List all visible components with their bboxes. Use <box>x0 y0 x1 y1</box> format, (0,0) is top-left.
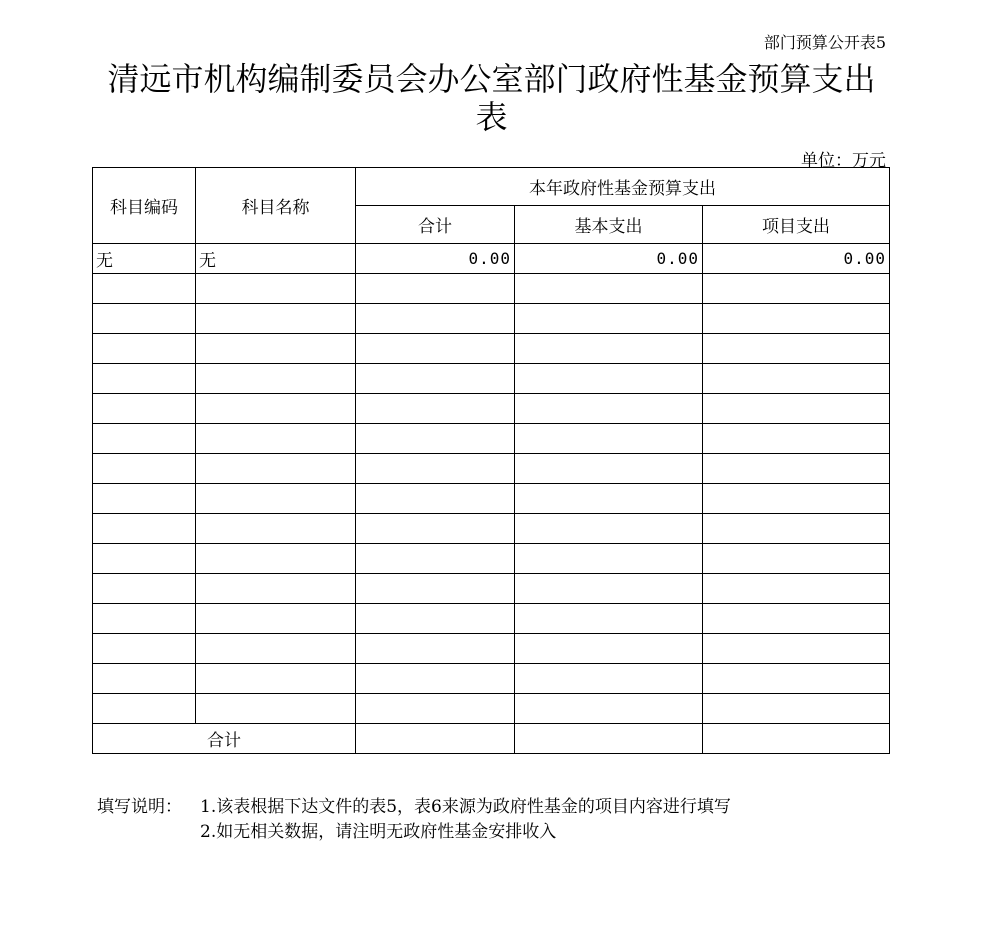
cell-total <box>356 424 515 454</box>
cell-basic <box>515 484 703 514</box>
cell-total <box>356 664 515 694</box>
table-row <box>93 574 890 604</box>
cell-total <box>356 394 515 424</box>
cell-name <box>196 304 356 334</box>
table-row <box>93 334 890 364</box>
budget-table <box>92 167 890 754</box>
cell-name <box>196 694 356 724</box>
cell-total <box>356 274 515 304</box>
cell-project <box>703 334 890 364</box>
cell-name <box>196 604 356 634</box>
cell-project <box>703 574 890 604</box>
cell-name <box>196 634 356 664</box>
cell-name <box>196 544 356 574</box>
note-row-2 <box>97 820 731 845</box>
table-row <box>93 304 890 334</box>
table-label: 部门预算公开表5 <box>763 33 886 52</box>
cell-total <box>356 334 515 364</box>
cell-basic <box>515 274 703 304</box>
cell-code <box>93 484 196 514</box>
cell-total <box>356 364 515 394</box>
table-row <box>93 364 890 394</box>
cell-project <box>703 424 890 454</box>
cell-code <box>93 454 196 484</box>
cell-project <box>703 394 890 424</box>
cell-code <box>93 664 196 694</box>
cell-name <box>196 514 356 544</box>
table-row <box>93 424 890 454</box>
cell-total <box>356 454 515 484</box>
cell-code <box>93 274 196 304</box>
cell-total <box>356 484 515 514</box>
cell-basic <box>515 694 703 724</box>
cell-basic <box>515 304 703 334</box>
table-row <box>93 244 890 274</box>
total-row <box>93 724 890 754</box>
cell-name <box>196 664 356 694</box>
note-row-1 <box>97 795 731 820</box>
cell-total <box>356 694 515 724</box>
table-row <box>93 634 890 664</box>
cell-code <box>93 334 196 364</box>
cell-total <box>356 304 515 334</box>
table-row <box>93 484 890 514</box>
cell-total <box>356 604 515 634</box>
table-row <box>93 694 890 724</box>
table-row <box>93 394 890 424</box>
cell-code <box>93 424 196 454</box>
cell-name <box>196 364 356 394</box>
notes-label: 填写说明： <box>97 797 182 817</box>
cell-total <box>356 574 515 604</box>
notes <box>97 795 731 845</box>
cell-code <box>93 394 196 424</box>
cell-project <box>703 604 890 634</box>
total-cell-basic <box>515 724 703 754</box>
total-cell-project <box>703 724 890 754</box>
cell-name <box>196 274 356 304</box>
cell-basic <box>515 574 703 604</box>
cell-code <box>93 694 196 724</box>
cell-project <box>703 694 890 724</box>
cell-basic <box>515 664 703 694</box>
cell-basic <box>515 394 703 424</box>
cell-project <box>703 274 890 304</box>
cell-basic <box>515 634 703 664</box>
cell-project <box>703 634 890 664</box>
cell-name <box>196 334 356 364</box>
column-header-basic: 基本支出 <box>515 206 703 244</box>
cell-basic: 0.00 <box>515 244 703 274</box>
note-indent <box>97 820 200 845</box>
note-item: 1.该表根据下达文件的表5，表6来源为政府性基金的项目内容进行填写 <box>200 797 731 817</box>
cell-project <box>703 484 890 514</box>
cell-code <box>93 514 196 544</box>
column-header-total: 合计 <box>356 206 515 244</box>
column-header-project: 项目支出 <box>703 206 890 244</box>
cell-basic <box>515 424 703 454</box>
header-row-1 <box>93 168 890 206</box>
cell-project <box>703 304 890 334</box>
cell-project <box>703 514 890 544</box>
cell-name: 无 <box>196 244 356 274</box>
cell-project <box>703 454 890 484</box>
cell-name <box>196 574 356 604</box>
cell-basic <box>515 604 703 634</box>
cell-name <box>196 424 356 454</box>
table-row <box>93 514 890 544</box>
unit-label: 单位：万元 <box>801 151 886 171</box>
total-row-label: 合计 <box>93 724 356 754</box>
table-row <box>93 664 890 694</box>
cell-code <box>93 364 196 394</box>
cell-basic <box>515 514 703 544</box>
cell-total: 0.00 <box>356 244 515 274</box>
cell-total <box>356 544 515 574</box>
table-row <box>93 274 890 304</box>
cell-project <box>703 664 890 694</box>
cell-project: 0.00 <box>703 244 890 274</box>
cell-name <box>196 454 356 484</box>
cell-basic <box>515 334 703 364</box>
cell-code <box>93 604 196 634</box>
table-row <box>93 454 890 484</box>
column-header-name: 科目名称 <box>196 168 356 244</box>
column-header-group: 本年政府性基金预算支出 <box>356 168 890 206</box>
cell-code <box>93 634 196 664</box>
cell-name <box>196 394 356 424</box>
cell-code <box>93 544 196 574</box>
cell-project <box>703 364 890 394</box>
table-row <box>93 604 890 634</box>
cell-total <box>356 514 515 544</box>
cell-project <box>703 544 890 574</box>
note-item: 2.如无相关数据，请注明无政府性基金安排收入 <box>200 822 557 842</box>
cell-code <box>93 304 196 334</box>
cell-code <box>93 574 196 604</box>
total-cell-total <box>356 724 515 754</box>
cell-basic <box>515 544 703 574</box>
cell-basic <box>515 364 703 394</box>
page-title: 清远市机构编制委员会办公室部门政府性基金预算支出表 <box>107 60 876 136</box>
cell-basic <box>515 454 703 484</box>
column-header-code: 科目编码 <box>93 168 196 244</box>
cell-code: 无 <box>93 244 196 274</box>
cell-total <box>356 634 515 664</box>
cell-name <box>196 484 356 514</box>
table-row <box>93 544 890 574</box>
